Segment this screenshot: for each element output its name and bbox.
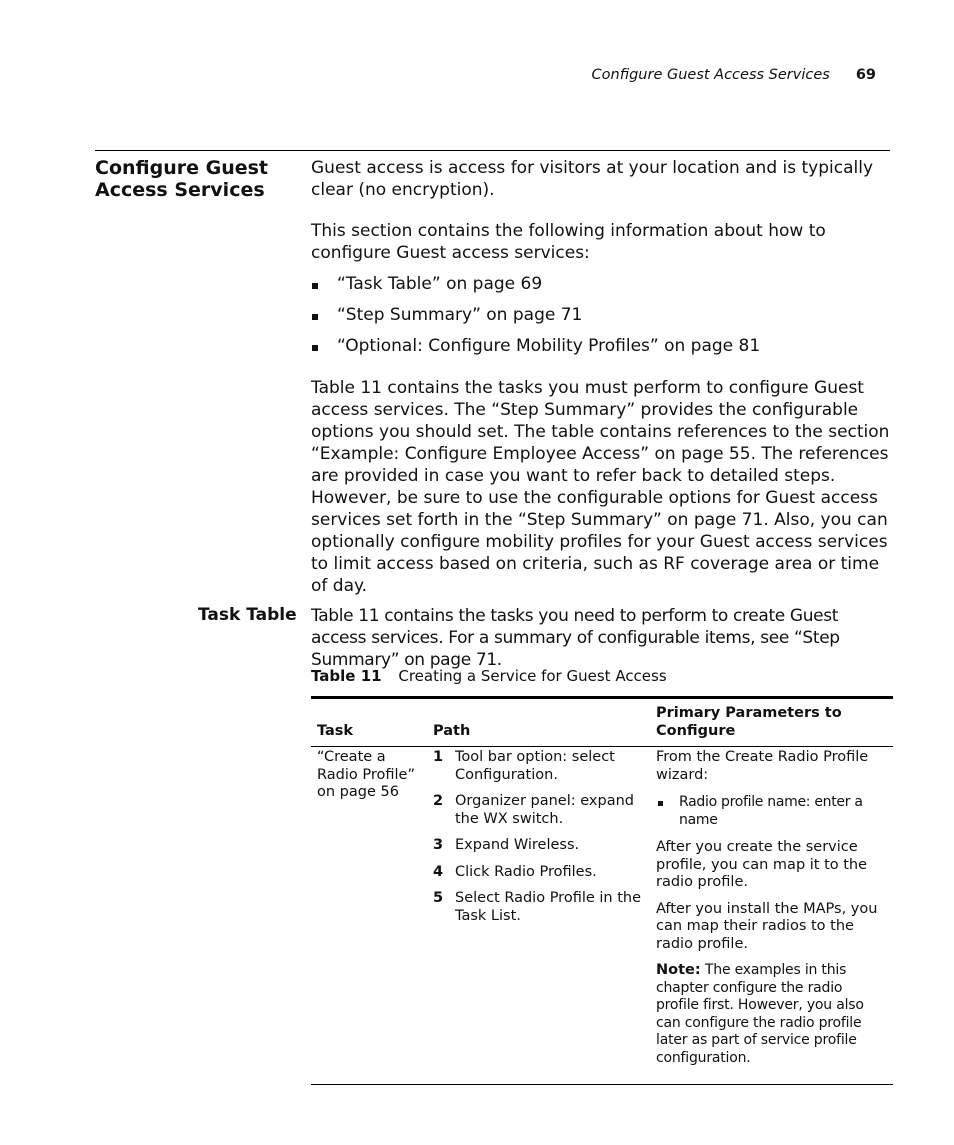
section-list-intro: This section contains the following information about how to configure Guest access services: bbox=[311, 221, 826, 263]
params-bullet: Radio profile name: enter a name bbox=[656, 794, 887, 829]
bullet-square-icon bbox=[312, 283, 318, 289]
list-item[interactable]: “Optional: Configure Mobility Profiles” on page 81 bbox=[311, 335, 893, 366]
list-item[interactable]: “Task Table” on page 69 bbox=[311, 273, 893, 304]
list-item: 2 Organizer panel: expand the WX switch. bbox=[433, 793, 634, 827]
heading-rule bbox=[95, 150, 890, 151]
table-header-row bbox=[311, 698, 893, 747]
task-cell[interactable]: “Create a Radio Profile” on page 56 bbox=[317, 749, 415, 800]
task-table-heading: Task Table bbox=[198, 605, 297, 625]
params-paragraph-2: After you install the MAPs, you can map their radios to the radio profile. bbox=[656, 900, 878, 952]
page-number: 69 bbox=[855, 67, 876, 83]
params-note: Note: The examples in this chapter configure the radio profile first. However, you also can configure the radio profile later as part of service profile configuration. bbox=[656, 962, 864, 1066]
running-header bbox=[592, 67, 876, 83]
path-cell bbox=[427, 747, 650, 1085]
list-item[interactable]: “Step Summary” on page 71 bbox=[311, 304, 893, 335]
bullet-square-icon bbox=[312, 345, 318, 351]
overview-paragraph: Table 11 contains the tasks you must perform to configure Guest access services. The “Step Summary” provides the configurable options you should set. The table contains references to the section “Example: Configure Employee Access” on page 55. The references are provided in case you want to refer back to detailed steps. However, be sure to use the configurable options for Guest access services set forth in the “Step Summary” on page 71. Also, you can optionally configure mobility profiles for your Guest access services to limit access based on criteria, such as RF coverage area or time of day. bbox=[311, 378, 890, 596]
header-section-title: Configure Guest Access Services bbox=[591, 67, 830, 83]
path-steps bbox=[433, 749, 644, 925]
section-link-list bbox=[311, 273, 893, 366]
intro-paragraph: Guest access is access for visitors at your location and is typically clear (no encryption). bbox=[311, 158, 874, 200]
header-parameters: Primary Parameters to Configure bbox=[656, 705, 842, 739]
params-paragraph-1: After you create the service profile, you can map it to the radio profile. bbox=[656, 839, 868, 890]
table-caption bbox=[311, 667, 667, 685]
list-item: 1 Tool bar option: select Configuration. bbox=[433, 749, 615, 783]
list-item: 3 Expand Wireless. bbox=[433, 837, 580, 853]
table-caption-text: Creating a Service for Guest Access bbox=[398, 667, 667, 685]
list-item: 4 Click Radio Profiles. bbox=[433, 863, 597, 880]
header-task: Task bbox=[317, 722, 354, 739]
bullet-square-icon bbox=[658, 801, 663, 806]
header-path: Path bbox=[433, 722, 471, 739]
table-caption-label: Table 11 bbox=[311, 667, 382, 685]
table-row bbox=[311, 747, 893, 1085]
parameters-cell bbox=[650, 747, 893, 1085]
task-table bbox=[311, 696, 893, 1085]
list-item: 5 Select Radio Profile in the Task List. bbox=[433, 890, 642, 924]
bullet-square-icon bbox=[312, 314, 318, 320]
task-table-paragraph: Table 11 contains the tasks you need to perform to create Guest access services. For a summary of configurable items, see “Step Summary” on page 71. bbox=[311, 606, 840, 670]
section-heading: Configure Guest Access Services bbox=[95, 157, 269, 201]
params-intro: From the Create Radio Profile wizard: bbox=[656, 749, 869, 783]
